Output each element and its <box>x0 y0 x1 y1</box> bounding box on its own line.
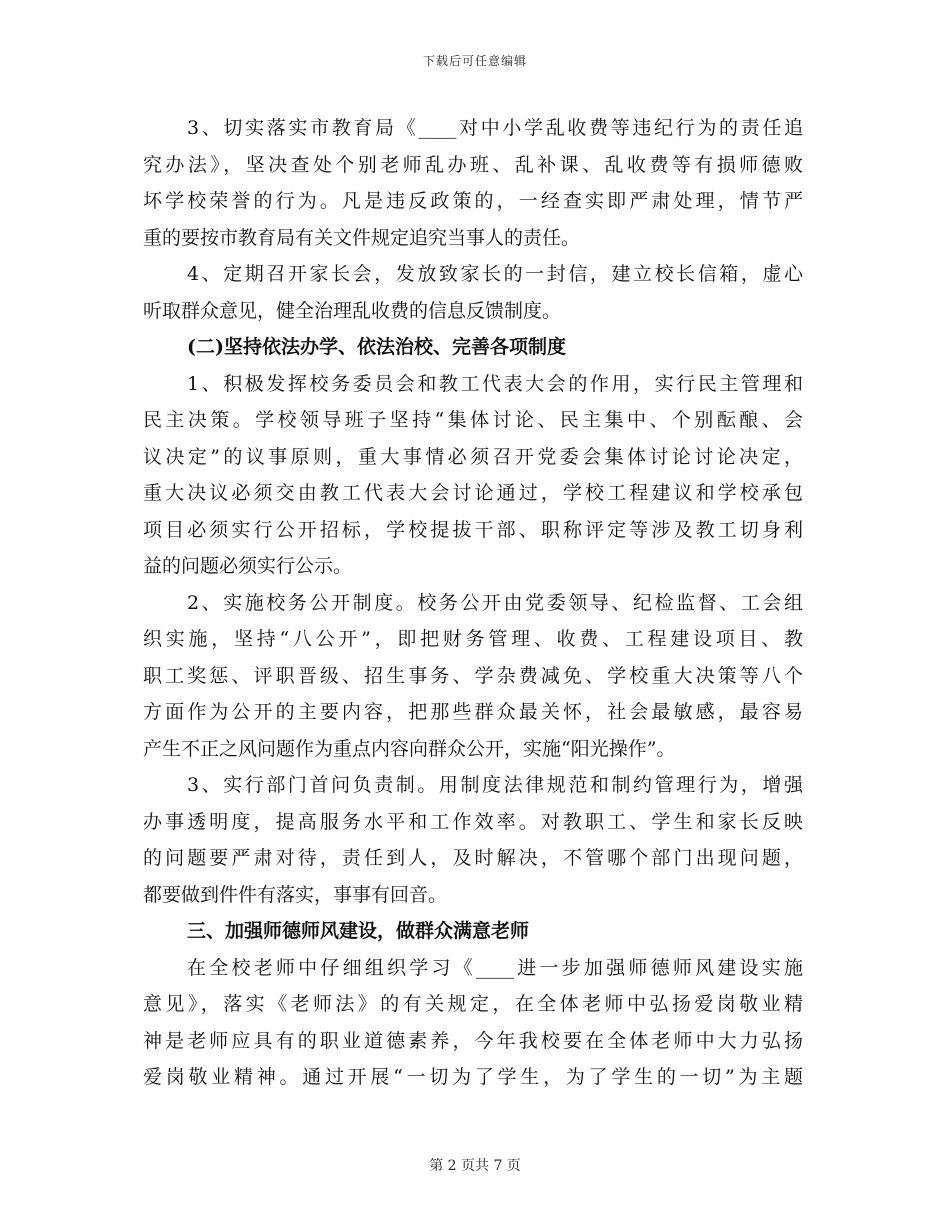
text-line: 益的问题必须实行公示。 <box>143 555 353 577</box>
text-line: 织实施，坚持“八公开”，即把财务管理、收费、工程建设项目、教 <box>143 628 803 650</box>
text-line: 重的要按市教育局有关文件规定追究当事人的责任。 <box>143 226 581 249</box>
text-line: 重大决议必须交由教工代表大会讨论通过，学校工程建议和学校承包 <box>143 482 803 504</box>
page-footer: 第 2 页共 7 页 <box>429 1158 521 1174</box>
page-header: 下载后可任意编辑 <box>422 54 527 68</box>
text-line: 神是老师应具有的职业道德素养，今年我校要在全体老师中大力弘扬 <box>143 1029 803 1052</box>
paragraph <box>143 110 803 256</box>
text-line: 听取群众意见，健全治理乱收费的信息反馈制度。 <box>143 299 562 322</box>
text-line: 议决定”的议事原则，重大事情必须召开党委会集体讨论讨论决定， <box>143 445 803 468</box>
text-line: 方面作为公开的主要内容，把那些群众最关怀，社会最敏感，最容易 <box>143 701 803 723</box>
text-line: 的问题要严肃对待，责任到人，及时解决，不管哪个部门出现问题， <box>143 847 803 869</box>
paragraph <box>143 256 803 329</box>
section-heading <box>143 913 803 950</box>
text-line: 爱岗敬业精神。通过开展“一切为了学生，为了学生的一切”为主题 <box>143 1066 803 1088</box>
section-heading <box>143 329 803 366</box>
text-line: 都要做到件件有落实，事事有回音。 <box>143 883 448 906</box>
text-line: 3、实行部门首问负责制。用制度法律规范和制约管理行为，增强 <box>187 774 803 796</box>
paragraph <box>143 585 803 768</box>
text-line: 民主决策。学校领导班子坚持“集体讨论、民主集中、个别酝酿、会 <box>143 409 803 431</box>
text-line: 三、加强师德师风建设，做群众满意老师 <box>187 920 530 942</box>
text-line: 究办法》，坚决查处个别老师乱办班、乱补课、乱收费等有损师德败 <box>143 153 803 176</box>
text-line: 坏学校荣誉的行为。凡是违反政策的，一经查实即严肃处理，情节严 <box>143 190 803 212</box>
text-line: 3、切实落实市教育局《____对中小学乱收费等违纪行为的责任追 <box>187 117 803 139</box>
text-line: 在全校老师中仔细组织学习《____进一步加强师德师风建设实施 <box>187 956 803 979</box>
paragraph <box>143 366 803 585</box>
text-line: 意见》，落实《老师法》的有关规定，在全体老师中弘扬爱岗敬业精 <box>143 993 803 1015</box>
text-line: 产生不正之风问题作为重点内容向群众公开，实施“阳光操作”。 <box>143 737 676 760</box>
text-line: 办事透明度，提高服务水平和工作效率。对教职工、学生和家长反映 <box>143 810 803 833</box>
document-body <box>143 110 803 1096</box>
text-line: (二)坚持依法办学、依法治校、完善各项制度 <box>187 336 566 358</box>
text-line: 1、积极发挥校务委员会和教工代表大会的作用，实行民主管理和 <box>187 372 803 395</box>
text-line: 项目必须实行公开招标，学校提拔干部、职称评定等涉及教工切身利 <box>143 518 803 541</box>
text-line: 职工奖惩、评职晋级、招生事务、学杂费减免、学校重大决策等八个 <box>143 664 803 687</box>
paragraph <box>143 950 803 1096</box>
text-line: 4、定期召开家长会，发放致家长的一封信，建立校长信箱，虚心 <box>187 263 803 285</box>
paragraph <box>143 767 803 913</box>
text-line: 2、实施校务公开制度。校务公开由党委领导、纪检监督、工会组 <box>187 591 803 614</box>
